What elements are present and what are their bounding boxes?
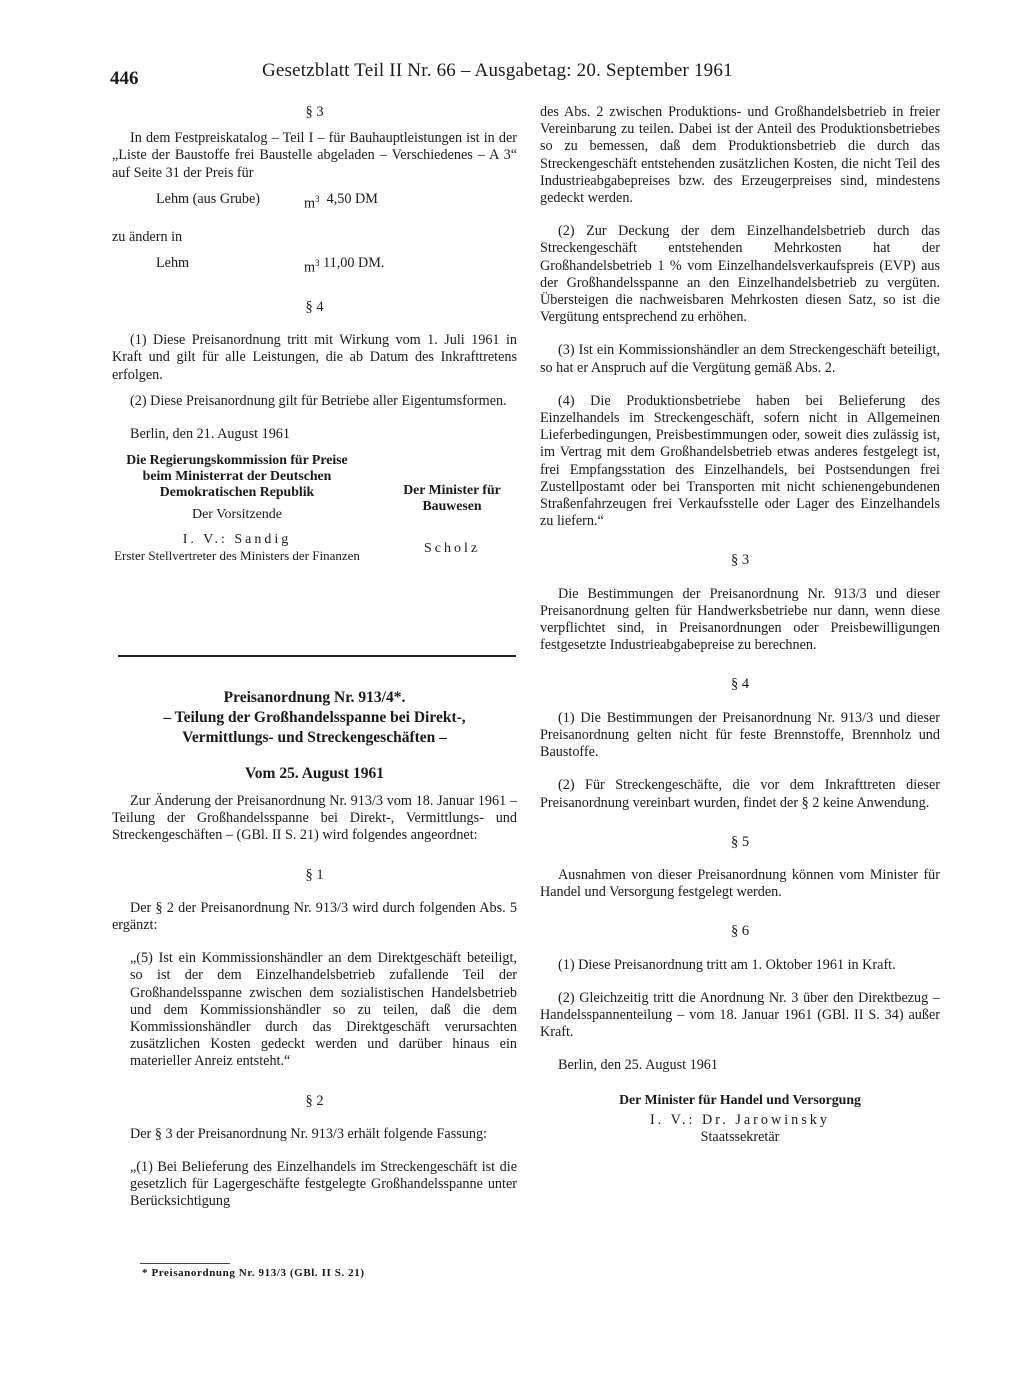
paragraph: (2) Zur Deckung der dem Einzelhandelsbetrieb durch das Streckengeschäft entstehenden Mehrkosten hat der Großhandelsbetrieb 1 % vom Einzelhandelsverkaufspreis (EVP) aus der Großhandelsspanne an den Einzelhandelsbetrieb zu vergüten. Übersteigen die nachweisbaren Mehrkosten diesen Satz, so ist die Vergütung entsprechend zu erhöhen. [540,223,940,326]
paragraph: zu ändern in [112,228,183,245]
left-column [112,104,517,563]
quoted-paragraph: „(5) Ist ein Kommissionshändler an dem Direktgeschäft beteiligt, so ist der dem Einzelhandelsbetrieb zufallende Teil der Großhandelsspanne zwischen dem sozialistischen Handelsbetrieb und dem Kommissionshändler so zu teilen, daß die dem Kommissionshändler durch das Direktgeschäft verursachten zusätzlichen Kosten gedeckt werden und darüber hinaus ein materieller Anreiz entsteht.“ [130,950,517,1070]
signature-org: Die Regierungskommission für Preise beim Ministerrat der Deutschen Demokratischen Republik [126,452,348,500]
signature-org: Der Minister für Bauwesen [403,482,501,514]
ordinance-date: Vom 25. August 1961 [245,765,384,782]
signature-role: Der Vorsitzende [191,507,283,523]
page-number: 446 [110,68,139,89]
price-row [112,255,517,277]
price-value: 4,50 DM [326,190,378,207]
left-column-lower [112,688,517,1211]
place-date: Berlin, den 21. August 1961 [130,425,290,442]
paragraph: Die Bestimmungen der Preisanordnung Nr. 913/3 und dieser Preisanordnung gelten für Handwerksbetriebe nur dann, wenn diese verpflichtet sind, in Preisanordnungen oder Preisbewilligungen festgesetzte Industrieabgabepreise zu berechnen. [540,585,940,654]
section-heading: § 4 [305,298,324,315]
signature-title: Staatssekretär [700,1128,780,1145]
price-row [112,191,517,213]
price-unit: $m^3$ [304,193,320,212]
section-heading: § 3 [730,552,750,569]
signature-block [112,452,517,563]
paragraph: (3) Ist ein Kommissionshändler an dem Streckengeschäft beteiligt, so hat er Anspruch auf die Vergütung gemäß Abs. 2. [540,342,940,376]
signature-left [112,452,362,563]
ordinance-title: Preisanordnung Nr. 913/4*. [223,689,406,706]
footnote: * Preisanordnung Nr. 913/3 (GBl. II S. 21) [142,1267,365,1279]
paragraph: Der § 2 der Preisanordnung Nr. 913/3 wird durch folgenden Abs. 5 ergänzt: [112,899,517,934]
section-heading: § 4 [730,676,750,693]
paragraph: (4) Die Produktionsbetriebe haben bei Belieferung des Einzelhandels im Streckengeschäft, sofern nicht in Allgemeinen Lieferbedingungen, Preisbestimmungen oder, soweit dies zulässig ist, im Vertrag mit dem Großhandelsbetrieb etwas anderes festgelegt ist, frei Empfangsstation des Einzelhandels, bei Postsendungen frei Zustellpostamt oder bei Transporten mit nicht schienengebundenen Straßenfahrzeugen frei Verkaufsstelle oder Lager des Einzelhandels zu liefern.“ [540,392,940,530]
signature-name: I. V.: Dr. Jarowinsky [650,1111,830,1128]
section-heading: § 2 [305,1092,324,1109]
signature-title: Erster Stellvertreter des Ministers der Finanzen [114,548,360,564]
section-heading: § 1 [305,866,324,883]
section-divider [118,655,516,657]
paragraph: (2) Diese Preisanordnung gilt für Betriebe aller Eigentumsformen. [130,392,507,409]
paragraph: (1) Diese Preisanordnung tritt mit Wirkung vom 1. Juli 1961 in Kraft und gilt für alle Leistungen, die ab Datum des Inkrafttretens erfolgen. [112,332,517,383]
price-item: Lehm [156,254,190,271]
signature-name: I. V.: Sandig [182,532,292,548]
right-column [540,104,940,1146]
paragraph: Ausnahmen von dieser Preisanordnung können vom Minister für Handel und Versorgung festgelegt werden. [540,866,940,901]
paragraph: In dem Festpreiskatalog – Teil I – für Bauhauptleistungen ist in der „Liste der Baustoffe frei Baustelle abgeladen – Verschiedenes – A 3“ auf Seite 31 der Preis für [112,130,517,181]
paragraph: Zur Änderung der Preisanordnung Nr. 913/3 vom 18. Januar 1961 – Teilung der Großhandelsspanne bei Direkt-, Vermittlungs- und Streckengeschäften – (GBl. II S. 21) wird folgendes angeordnet: [112,793,517,844]
paragraph: Der § 3 der Preisanordnung Nr. 913/3 erhält folgende Fassung: [130,1125,487,1142]
place-date: Berlin, den 25. August 1961 [558,1057,718,1074]
section-heading: § 6 [730,923,750,940]
paragraph: (2) Gleichzeitig tritt die Anordnung Nr. 3 über den Direktbezug – Handelsspannenteilung – vom 18. Januar 1961 (GBl. II S. 34) außer Kraft. [540,989,940,1041]
signature-org: Der Minister für Handel und Versorgung [619,1091,861,1107]
paragraph: (1) Diese Preisanordnung tritt am 1. Oktober 1961 in Kraft. [558,956,896,973]
ordinance-subtitle: – Teilung der Großhandelsspanne bei Direkt-, Vermittlungs- und Streckengeschäften – [163,709,466,746]
section-heading: § 5 [730,833,750,850]
section-heading: § 3 [305,104,324,120]
quoted-paragraph: „(1) Bei Belieferung des Einzelhandels im Streckengeschäft ist die gesetzlich für Lagergeschäfte festgelegte Großhandelsspanne unter Berücksichtigung [130,1159,517,1210]
price-unit: $m^3$ [304,257,320,276]
paragraph: (1) Die Bestimmungen der Preisanordnung Nr. 913/3 und dieser Preisanordnung gelten nicht für feste Brennstoffe, Brennholz und Baustoffe. [540,709,940,761]
signature-right [387,452,517,557]
price-value: 11,00 DM. [323,254,385,271]
paragraph: des Abs. 2 zwischen Produktions- und Großhandelsbetrieb in freier Vereinbarung zu teilen. Dabei ist der Anteil des Produktionsbetriebes so zu bemessen, daß dem Produktionsbetrieb die durch das Streckengeschäft entstehenden zusätzlichen Kosten, die nicht Teil des Industrieabgabepreises bzw. des Erzeugerpreises sind, mindestens gedeckt werden. [540,104,940,207]
running-head: Gesetzblatt Teil II Nr. 66 – Ausgabetag: 20. September 1961 [262,60,733,81]
paragraph: (2) Für Streckengeschäfte, die vor dem Inkrafttreten dieser Preisanordnung vereinbart wurden, findet der § 2 keine Anwendung. [540,777,940,811]
signature-name: Scholz [423,541,481,557]
price-item: Lehm (aus Grube) [156,190,261,207]
footnote-rule [140,1263,230,1264]
